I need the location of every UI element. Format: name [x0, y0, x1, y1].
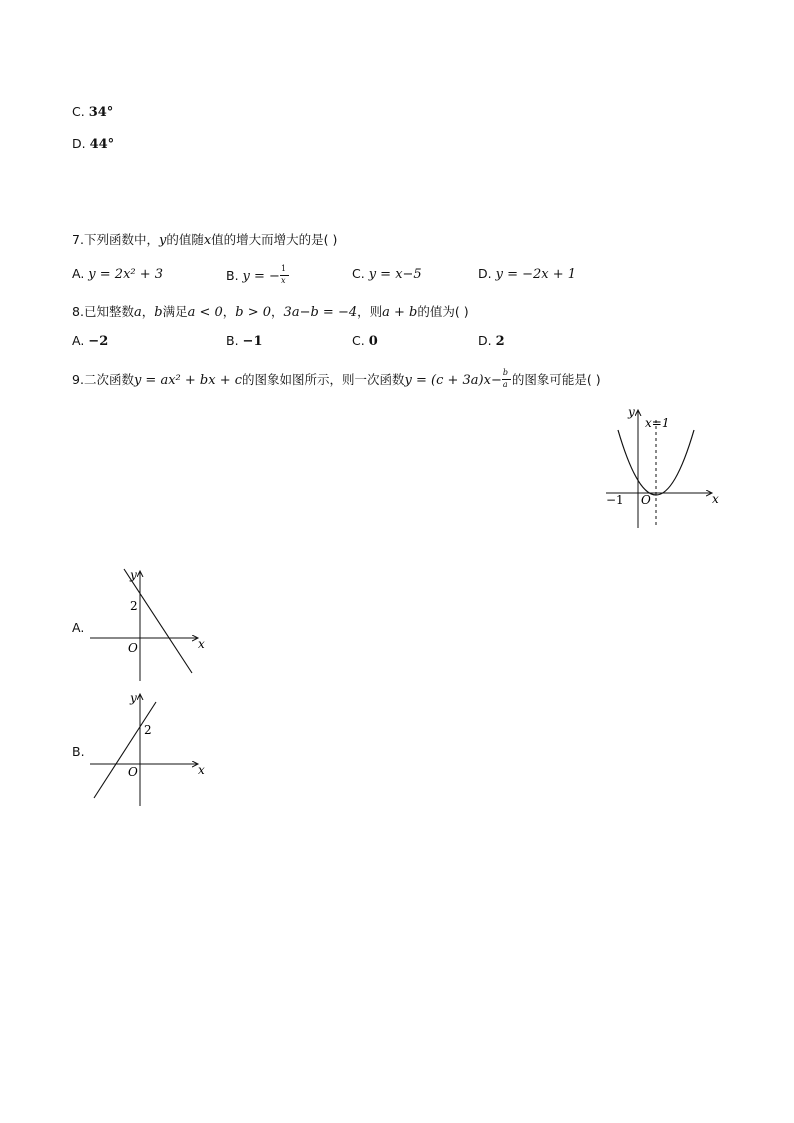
var-a: a: [133, 305, 142, 320]
option-a-graph: [86, 565, 211, 685]
option-letter: D.: [478, 333, 492, 348]
stem-text: ，: [222, 304, 236, 319]
question-7-stem: [72, 230, 337, 248]
condition-3: 3a−b = −4: [283, 305, 358, 320]
option-letter: A.: [72, 266, 85, 281]
y-axis-label: y: [628, 405, 635, 419]
question-8-option-b: [226, 333, 263, 349]
option-value: 44°: [89, 137, 115, 152]
question-8-option-d: [478, 333, 505, 349]
x-axis-label: x: [198, 763, 205, 777]
question-8-stem: [72, 302, 469, 320]
option-value: −1: [242, 334, 263, 349]
question-8-option-a: [72, 333, 108, 349]
option-expression: y = −2x + 1: [495, 267, 577, 282]
option-b-graph: [86, 688, 211, 808]
linear-expression: y = (c + 3a)x−: [404, 373, 502, 388]
question-8-option-c: [352, 333, 378, 349]
option-letter: D.: [478, 266, 492, 281]
fraction-denominator: a: [502, 380, 508, 389]
y-axis-label: y: [130, 568, 137, 582]
question-9-option-b-letter: B.: [72, 744, 85, 759]
var-b: b: [154, 305, 163, 320]
y-axis-label: y: [130, 691, 137, 705]
option-letter: C.: [352, 266, 365, 281]
option-letter: A.: [72, 333, 85, 348]
stem-text: ，: [141, 304, 155, 319]
stem-text: 已知整数: [83, 304, 134, 319]
symmetry-axis-label: x=1: [645, 416, 670, 430]
expression: a + b: [382, 305, 418, 320]
question-number: 9.: [72, 372, 84, 387]
question-number: 8.: [72, 304, 84, 319]
x-axis-label: x: [198, 637, 205, 651]
stem-text: 下列函数中，: [83, 232, 159, 247]
stem-text: 的图象可能是( ): [511, 372, 601, 387]
stem-text: 值的增大而增大的是( ): [211, 232, 338, 247]
option-letter: D.: [72, 136, 86, 151]
fraction-numerator: 1: [280, 264, 287, 273]
stem-text: 的值随: [166, 232, 204, 247]
question-7-option-a: [72, 266, 163, 282]
stem-text: 的值为( ): [417, 304, 469, 319]
var-x: x: [203, 233, 212, 248]
origin-label: O: [128, 765, 138, 779]
stem-text: 二次函数: [83, 372, 134, 387]
origin-label: O: [128, 641, 138, 655]
option-letter: B.: [226, 333, 239, 348]
condition-2: b > 0: [235, 305, 272, 320]
fraction-denominator: x: [280, 276, 286, 285]
question-7-option-c: [352, 266, 422, 282]
fraction: [280, 266, 290, 286]
neg-one-label: −1: [606, 493, 624, 507]
option-letter: C.: [72, 104, 85, 119]
question-7-option-b: [226, 266, 290, 286]
option-letter: C.: [352, 333, 365, 348]
prev-option-c: [72, 104, 113, 120]
option-letter: B.: [226, 268, 239, 283]
x-axis-label: x: [712, 492, 719, 506]
option-value: −2: [88, 334, 109, 349]
option-value: 34°: [88, 105, 114, 120]
stem-text: ，: [271, 304, 284, 319]
question-9-stem: [72, 370, 601, 390]
option-expression: y = x−5: [368, 267, 422, 282]
fraction-numerator: b: [502, 368, 508, 377]
question-number: 7.: [72, 232, 84, 247]
question-7-option-d: [478, 266, 576, 282]
y-intercept-label: 2: [144, 723, 152, 737]
prev-option-d: [72, 136, 114, 152]
linear-function-line: [124, 569, 192, 673]
parabola-graph: [600, 400, 730, 535]
stem-text: 满足: [162, 304, 188, 319]
option-value: 0: [368, 334, 378, 349]
stem-text: ，则: [357, 304, 383, 319]
option-expression: y = 2x² + 3: [88, 267, 164, 282]
origin-label: O: [641, 493, 651, 507]
option-expression: y = −: [242, 269, 280, 284]
fraction: [502, 370, 512, 390]
linear-function-line: [94, 702, 156, 798]
condition-1: a < 0: [187, 305, 223, 320]
var-y: y: [158, 233, 167, 248]
stem-text: 的图象如图所示，则一次函数: [242, 372, 405, 387]
quadratic-expression: y = ax² + bx + c: [133, 373, 242, 388]
question-9-option-a-letter: A.: [72, 620, 85, 635]
y-intercept-label: 2: [130, 599, 138, 613]
option-value: 2: [495, 334, 505, 349]
